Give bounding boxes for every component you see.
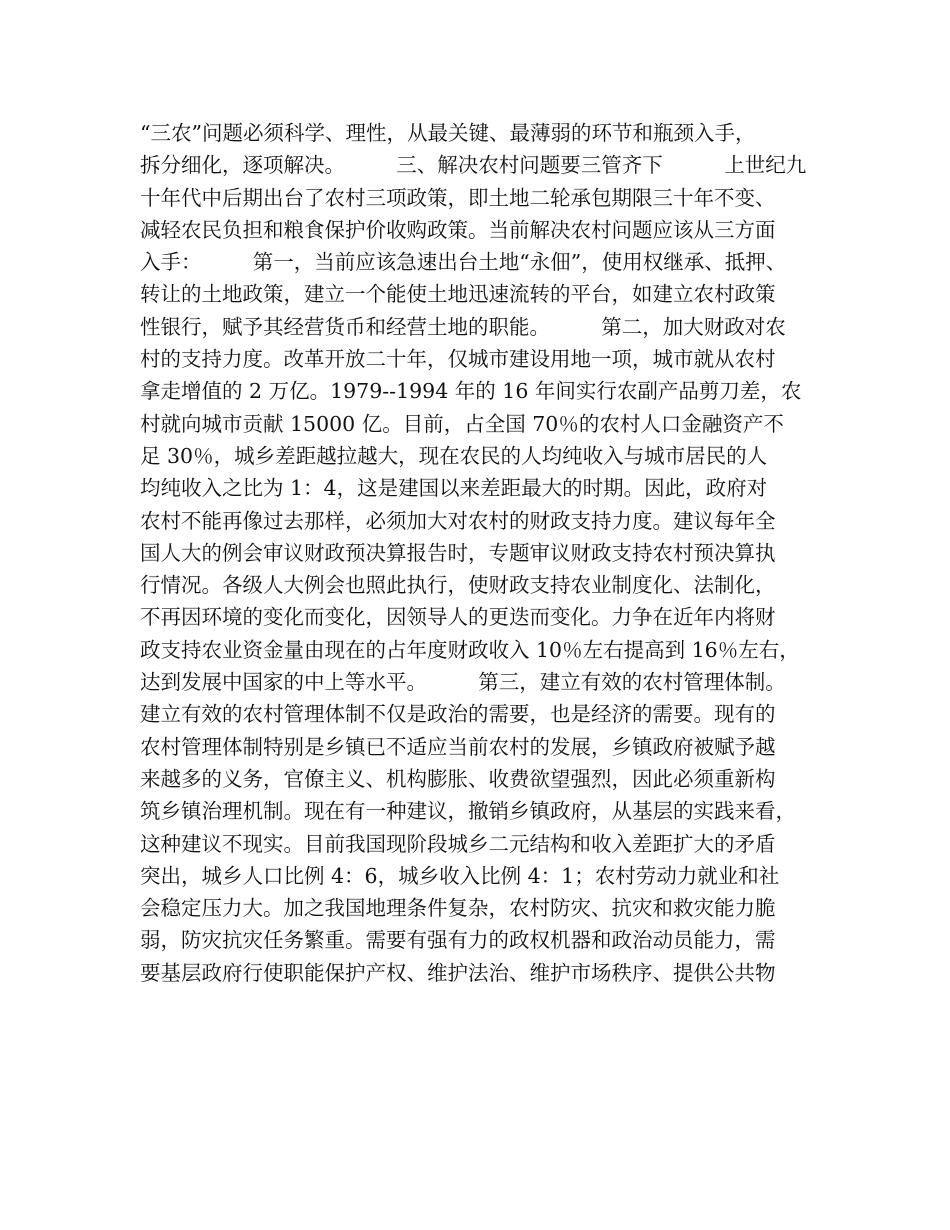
text-line: 村的支持力度。改革开放二十年，仅城市建设用地一项，城市就从农村 bbox=[140, 347, 776, 372]
text-line: 来越多的义务，官僚主义、机构膨胀、收费欲望强烈，因此必须重新构 bbox=[140, 766, 776, 791]
text-line: 会稳定压力大。加之我国地理条件复杂，农村防灾、抗灾和救灾能力脆 bbox=[140, 896, 776, 921]
text-line: 这种建议不现实。目前我国现阶段城乡二元结构和收入差距扩大的矛盾 bbox=[140, 831, 776, 856]
text-line: 性银行，赋予其经营货币和经营土地的职能。 第二，加大财政对农 bbox=[140, 314, 786, 339]
text-line: 拆分细化，逐项解决。 三、解决农村问题要三管齐下 上世纪九 bbox=[140, 153, 807, 178]
text-line: 入手： 第一，当前应该急速出台土地“永佃”，使用权继承、抵押、 bbox=[140, 250, 787, 275]
text-line: “三农”问题必须科学、理性，从最关键、最薄弱的环节和瓶颈入手， bbox=[140, 121, 756, 145]
text-line: 拿走增值的 2 万亿。1979--1994 年的 16 年间实行农副产品剪刀差，农 bbox=[140, 379, 802, 404]
text-line: 达到发展中国家的中上等水平。 第三，建立有效的农村管理体制。 bbox=[140, 670, 786, 695]
text-line: 突出，城乡人口比例 4：6，城乡收入比例 4：1；农村劳动力就业和社 bbox=[140, 863, 780, 888]
text-line: 不再因环境的变化而变化，因领导人的更迭而变化。力争在近年内将财 bbox=[140, 605, 776, 630]
text-line: 农村不能再像过去那样，必须加大对农村的财政支持力度。建议每年全 bbox=[140, 508, 776, 533]
text-line: 均纯收入之比为 1：4，这是建国以来差距最大的时期。因此，政府对 bbox=[140, 476, 768, 501]
body-text bbox=[140, 117, 830, 989]
text-line: 政支持农业资金量由现在的占年度财政收入 10％左右提高到 16％左右， bbox=[140, 637, 800, 662]
text-line: 转让的土地政策，建立一个能使土地迅速流转的平台，如建立农村政策 bbox=[140, 282, 776, 307]
text-line: 要基层政府行使职能保护产权、维护法治、维护市场秩序、提供公共物 bbox=[140, 960, 776, 985]
text-line: 行情况。各级人大例会也照此执行，使财政支持农业制度化、法制化， bbox=[140, 573, 776, 598]
text-line: 筑乡镇治理机制。现在有一种建议，撤销乡镇政府，从基层的实践来看， bbox=[140, 799, 796, 824]
text-line: 国人大的例会审议财政预决算报告时，专题审议财政支持农村预决算执 bbox=[140, 540, 776, 565]
text-line: 弱，防灾抗灾任务繁重。需要有强有力的政权机器和政治动员能力，需 bbox=[140, 928, 776, 953]
text-line: 农村管理体制特别是乡镇已不适应当前农村的发展，乡镇政府被赋予越 bbox=[140, 734, 776, 759]
text-line: 村就向城市贡献 15000 亿。目前，占全国 70％的农村人口金融资产不 bbox=[140, 411, 784, 436]
text-line: 减轻农民负担和粮食保护价收购政策。当前解决农村问题应该从三方面 bbox=[140, 217, 776, 242]
text-line: 十年代中后期出台了农村三项政策，即土地二轮承包期限三十年不变、 bbox=[140, 185, 776, 210]
text-line: 建立有效的农村管理体制不仅是政治的需要，也是经济的需要。现有的 bbox=[140, 702, 776, 727]
text-line: 足 30％，城乡差距越拉越大，现在农民的人均纯收入与城市居民的人 bbox=[140, 443, 768, 468]
